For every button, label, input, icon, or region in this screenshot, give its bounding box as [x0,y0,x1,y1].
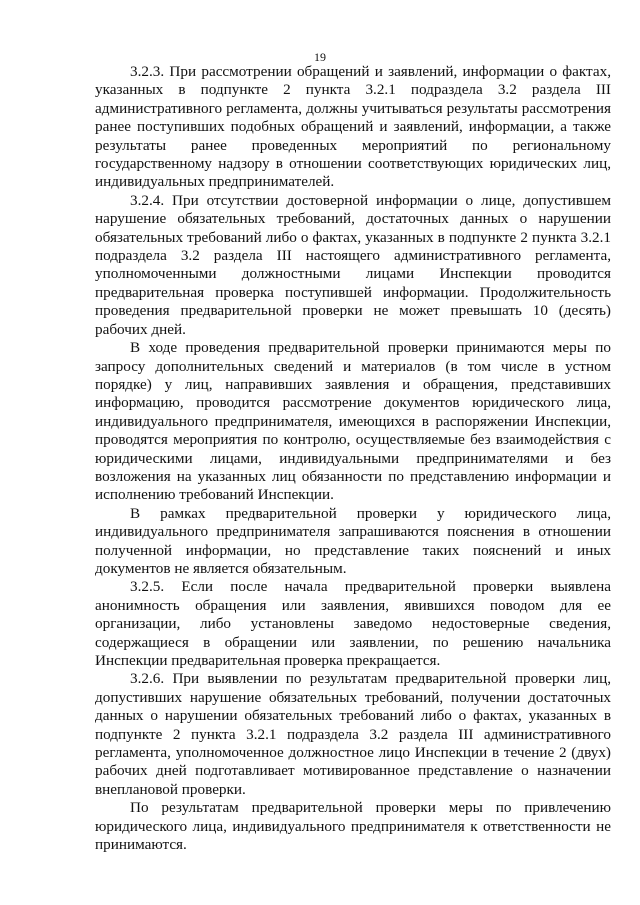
paragraph-explanations-request: В рамках предварительной проверки у юридического лица, индивидуального предпринимателя запрашиваются пояснения в отношении полученной информации, но представление таких пояснений и иных документов не является обязательным. [95,504,611,577]
paragraph-3-2-3: 3.2.3. При рассмотрении обращений и заявлений, информации о фактах, указанных в подпункте 2 пункта 3.2.1 подраздела 3.2 раздела III административного регламента, должны учитываться результаты рассмотрения ранее поступивших подобных обращений и заявлений, информации, а также результаты ранее проведенных мероприятий по региональному государственному надзору в отношении соответствующих юридических лиц, индивидуальных предпринимателей. [95,63,611,191]
paragraph-3-2-4: 3.2.4. При отсутствии достоверной информации о лице, допустившем нарушение обязательных требований, достаточных данных о нарушении обязательных требований либо о фактах, указанных в подпункте 2 пункта 3.2.1 подраздела 3.2 раздела III настоящего административного регламента, уполномоченными должностными лицами Инспекции проводится предварительная проверка поступившей информации. Продолжительность проведения предварительной проверки не может превышать 10 (десять) рабочих дней. [95,191,611,338]
paragraph-preliminary-check-measures: В ходе проведения предварительной проверки принимаются меры по запросу дополнительных сведений и материалов (в том числе в устном порядке) у лиц, направивших заявления и обращения, представивших информацию, проводится рассмотрение документов юридического лица, индивидуального предпринимателя, имеющихся в распоряжении Инспекции, проводятся мероприятия по контролю, осуществляемые без взаимодействия с юридическими лицами, индивидуальными предпринимателями и без возложения на указанных лиц обязанности по представлению информации и исполнению требований Инспекции. [95,339,611,504]
paragraph-no-liability-measures: По результатам предварительной проверки меры по привлечению юридического лица, индивидуального предпринимателя к ответственности не принимаются. [95,799,611,854]
page-number: 19 [314,50,326,64]
document-body [95,63,611,854]
paragraph-3-2-6: 3.2.6. При выявлении по результатам предварительной проверки лиц, допустивших нарушение обязательных требований, получении достаточных данных о нарушении обязательных требований либо о фактах, указанных в подпункте 2 пункта 3.2.1 подраздела 3.2 раздела III административного регламента, уполномоченное должностное лицо Инспекции в течение 2 (двух) рабочих дней подготавливает мотивированное представление о назначении внеплановой проверки. [95,670,611,798]
paragraph-3-2-5: 3.2.5. Если после начала предварительной проверки выявлена анонимность обращения или заявления, явившихся поводом для ее организации, либо установлены заведомо недостоверные сведения, содержащиеся в обращении или заявлении, по решению начальника Инспекции предварительная проверка прекращается. [95,578,611,669]
